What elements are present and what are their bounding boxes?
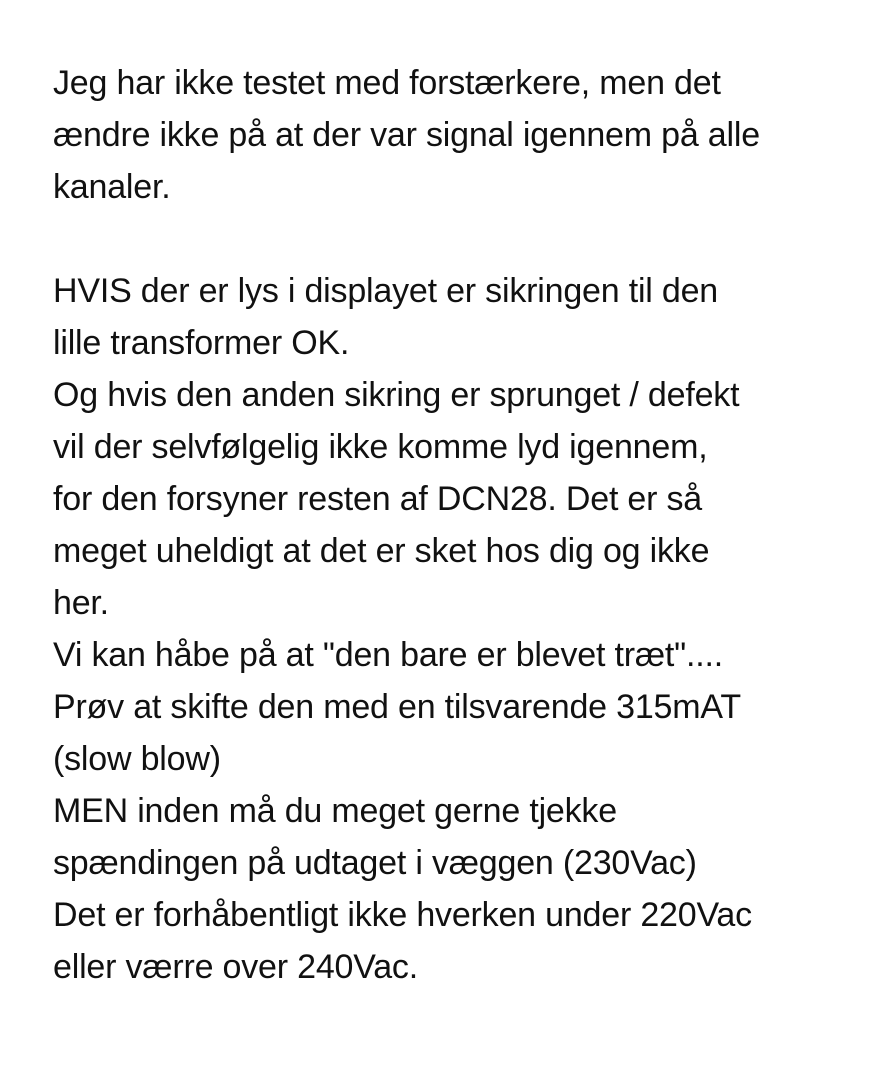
message-line: MEN inden må du meget gerne tjekke	[53, 792, 617, 830]
message-line: eller værre over 240Vac.	[53, 948, 418, 986]
message-line: lille transformer OK.	[53, 324, 350, 362]
message-line: Det er forhåbentligt ikke hverken under 220Vac	[53, 896, 752, 934]
message-line: her.	[53, 584, 109, 622]
message-text	[53, 57, 873, 993]
message-line: vil der selvfølgelig ikke komme lyd igennem,	[53, 428, 708, 466]
message-line: spændingen på udtaget i væggen (230Vac)	[53, 844, 697, 882]
message-line: ændre ikke på at der var signal igennem på alle	[53, 116, 760, 154]
message-line: Jeg har ikke testet med forstærkere, men det	[53, 64, 721, 102]
message-line: kanaler.	[53, 168, 171, 206]
message-line: Prøv at skifte den med en tilsvarende 315mAT	[53, 688, 741, 726]
message-blank-line	[53, 213, 873, 265]
message-line: meget uheldigt at det er sket hos dig og ikke	[53, 532, 710, 570]
message-line: Og hvis den anden sikring er sprunget / defekt	[53, 376, 740, 414]
message-line: HVIS der er lys i displayet er sikringen til den	[53, 272, 719, 310]
message-line: (slow blow)	[53, 740, 221, 778]
message-line: for den forsyner resten af DCN28. Det er så	[53, 480, 703, 518]
message-line: Vi kan håbe på at "den bare er blevet træt"....	[53, 636, 723, 674]
